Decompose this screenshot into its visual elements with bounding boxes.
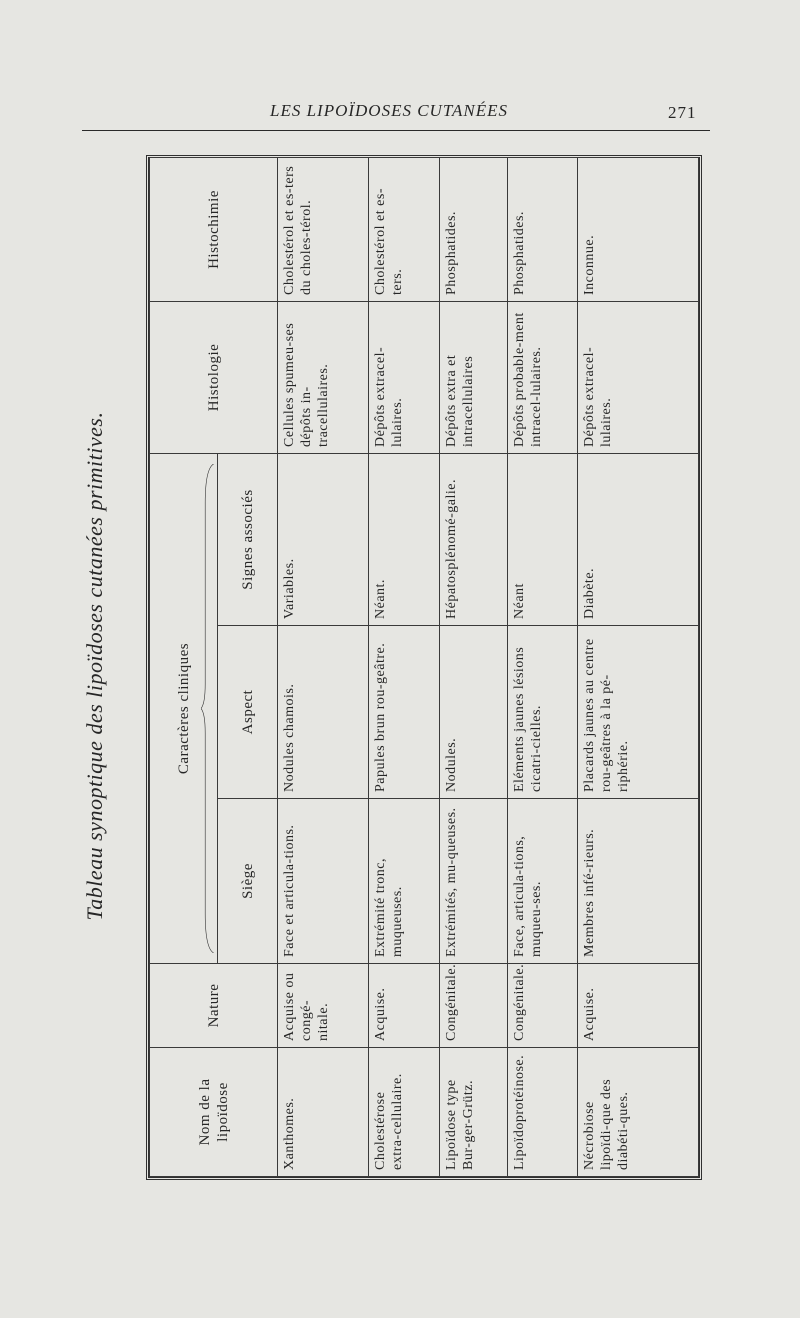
table-row [508,157,578,1176]
cell-siege: Extrémités, mu-queuses. [439,799,507,964]
cell-aspect: Papules brun rou-geâtre. [369,626,439,799]
cell-aspect: Placards jaunes au centre rou-geâtres à la pé-riphérie. [578,626,699,799]
cell-name: Cholestérose extra-cellulaire. [369,1048,439,1177]
cell-histology: Dépôts probable-ment intracel-lulaires. [508,301,578,453]
header-histochemistry: Histochimie [150,157,278,301]
header-clinical-group [150,453,218,963]
cell-nature: Acquise. [578,964,699,1048]
cell-histology: Dépôts extracel-lulaires. [369,301,439,453]
cell-name: Lipoïdose type Bur-ger-Grütz. [439,1048,507,1177]
header-signs: Signes associés [218,453,278,625]
cell-siege: Face et articula-tions. [278,799,369,964]
cell-histochemistry: Phosphatides. [508,157,578,301]
table-row [369,157,439,1176]
cell-aspect: Nodules chamois. [278,626,369,799]
cell-nature: Acquise. [369,964,439,1048]
cell-histology: Cellules spumeu-ses dépôts in-tracellulaires. [278,301,369,453]
cell-signs: Néant [508,453,578,625]
cell-histochemistry: Cholestérol et es-ters. [369,157,439,301]
cell-histochemistry: Cholestérol et es-ters du choles-térol. [278,157,369,301]
cell-aspect: Eléments jaunes lésions cicatri-cielles. [508,626,578,799]
cell-signs: Variables. [278,453,369,625]
cell-siege: Membres infé-rieurs. [578,799,699,964]
table-row [578,157,699,1176]
cell-nature: Acquise ou congé-nitale. [278,964,369,1048]
cell-nature: Congénitale. [508,964,578,1048]
table-frame [146,155,702,1180]
header-clinical: Caractères cliniques [175,642,192,775]
synoptic-table [149,157,699,1177]
cell-histochemistry: Phosphatides. [439,157,507,301]
cell-aspect: Nodules. [439,626,507,799]
cell-histochemistry: Inconnue. [578,157,699,301]
cell-name: Xanthomes. [278,1048,369,1177]
table-row [278,157,369,1176]
cell-name: Lipoïdoprotéinose. [508,1048,578,1177]
header-histology: Histologie [150,301,278,453]
header-name: Nom de la lipoïdose [150,1048,278,1177]
table-caption: Tableau synoptique des lipoïdoses cutanées primitives. [82,411,107,921]
rotated-table-panel [80,146,710,1186]
table-row [439,157,507,1176]
cell-siege: Face, articula-tions, muqueu-ses. [508,799,578,964]
cell-signs: Diabète. [578,453,699,625]
cell-signs: Néant. [369,453,439,625]
cell-name: Nécrobiose lipoïdi-que des diabéti-ques. [578,1048,699,1177]
cell-histology: Dépôts extra et intracellulaires [439,301,507,453]
cell-histology: Dépôts extracel-lulaires. [578,301,699,453]
running-header-title: LES LIPOÏDOSES CUTANÉES [270,101,509,120]
header-aspect: Aspect [218,626,278,799]
header-nature: Nature [150,964,278,1048]
header-siege: Siège [218,799,278,964]
cell-signs: Hépatosplénomé-galie. [439,453,507,625]
cell-nature: Congénitale. [439,964,507,1048]
page-number: 271 [668,103,697,122]
brace-divider [201,464,215,953]
header-rule [82,130,710,131]
cell-siege: Extrémité tronc, muqueuses. [369,799,439,964]
